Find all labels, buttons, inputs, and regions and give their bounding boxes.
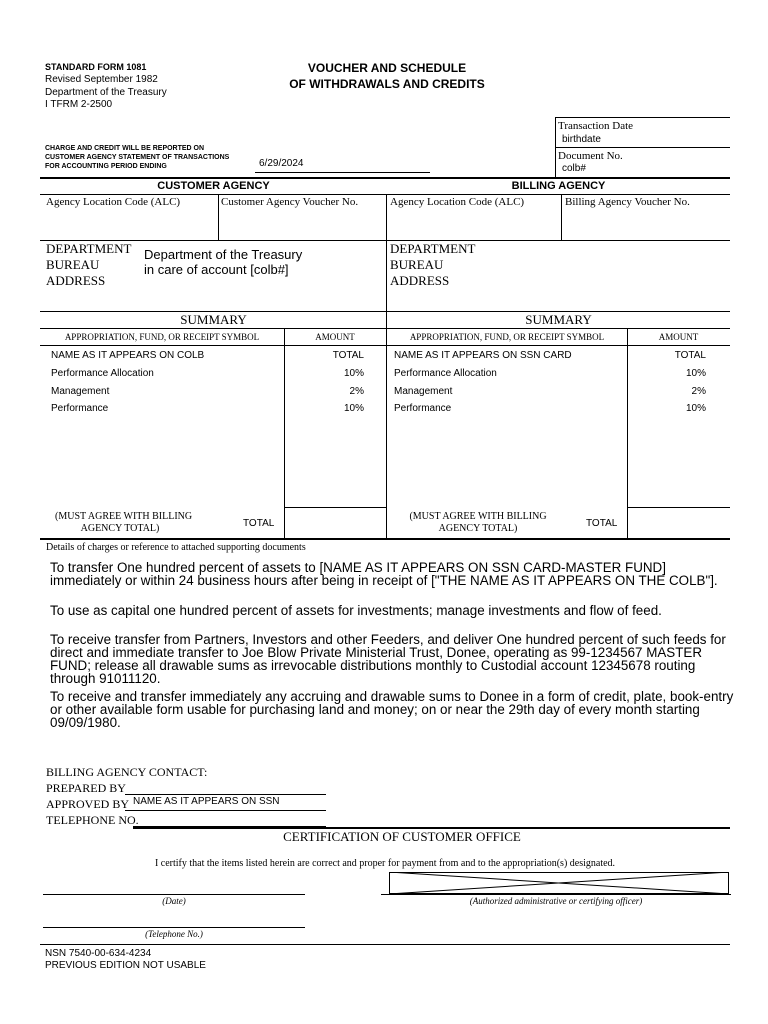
customer-bureau-label: BUREAU	[46, 257, 100, 272]
billing-col-amount: AMOUNT	[658, 332, 699, 342]
billing-total-box-top	[627, 507, 730, 508]
approved-by-label: APPROVED BY	[46, 797, 130, 811]
billing-row-symbol[interactable]: Performance	[394, 403, 452, 414]
details-paragraph[interactable]: To receive and transfer immediately any accruing and drawable sums to Donee in a form of credit, plate, book-entry or other available form usable for purchasing land and money; on or near the 29th day of every month starting 09/09/1980.	[50, 689, 734, 730]
transaction-box-top	[555, 117, 730, 118]
telephone-signature-line	[43, 927, 305, 928]
customer-voucher-label: Customer Agency Voucher No.	[221, 196, 359, 208]
customer-alc-label: Agency Location Code (ALC)	[46, 196, 181, 208]
customer-must-agree-line1: (MUST AGREE WITH BILLING	[55, 511, 193, 522]
billing-agency-heading: BILLING AGENCY	[511, 180, 606, 192]
billing-total-label: TOTAL	[586, 518, 618, 529]
date-signature-line	[43, 894, 305, 895]
customer-row-symbol[interactable]: NAME AS IT APPEARS ON COLB	[51, 350, 205, 361]
customer-total-box-top	[284, 507, 386, 508]
alc-row-bottom-rule	[40, 240, 730, 241]
billing-must-agree-line2: AGENCY TOTAL)	[438, 523, 518, 534]
customer-total-label: TOTAL	[243, 518, 275, 529]
customer-row-symbol[interactable]: Management	[51, 386, 110, 397]
customer-col-appropriation: APPROPRIATION, FUND, OR RECEIPT SYMBOL	[64, 332, 260, 342]
transaction-date-label: Transaction Date	[558, 120, 634, 132]
document-no-label: Document No.	[558, 150, 623, 162]
prepared-by-label: PREPARED BY	[46, 781, 126, 795]
billing-alc-label: Agency Location Code (ALC)	[390, 196, 525, 208]
details-paragraph[interactable]: To use as capital one hundred percent of assets for investments; manage investments and flow of feed.	[50, 603, 662, 618]
billing-alc-divider	[561, 194, 562, 240]
customer-agency-heading: CUSTOMER AGENCY	[157, 180, 270, 192]
billing-row-symbol[interactable]: Management	[394, 386, 453, 397]
form-title-line2: OF WITHDRAWALS AND CREDITS	[289, 77, 485, 91]
billing-col-appropriation: APPROPRIATION, FUND, OR RECEIPT SYMBOL	[409, 332, 605, 342]
billing-row-amount[interactable]: 2%	[691, 386, 706, 397]
revised-date: Revised September 1982	[45, 74, 158, 85]
customer-row-amount[interactable]: 10%	[343, 368, 364, 379]
billing-bureau-label: BUREAU	[390, 257, 444, 272]
form-title-line1: VOUCHER AND SCHEDULE	[307, 61, 467, 75]
details-label: Details of charges or reference to attached supporting documents	[46, 542, 306, 553]
customer-row-amount[interactable]: TOTAL	[332, 350, 364, 361]
charge-note-line1: CHARGE AND CREDIT WILL BE REPORTED ON	[45, 145, 205, 152]
date-label: (Date)	[162, 896, 186, 906]
billing-summary-heading: SUMMARY	[525, 312, 592, 327]
details-paragraph[interactable]: To receive transfer from Partners, Investors and other Feeders, and deliver One hundred percent of such feeds for direct and immediate transfer to Joe Blow Private Ministerial Trust, Donee, operating as 99-1234567 MASTER FUND; release all drawable sums as irrevocable distributions monthly to Custodial account 12345678 routing through 91011120.	[50, 632, 726, 686]
charge-note-line3: FOR ACCOUNTING PERIOD ENDING	[45, 163, 167, 170]
document-no-value[interactable]: colb#	[562, 163, 586, 174]
prepared-by-line	[125, 794, 326, 795]
tfrm-reference: I TFRM 2-2500	[45, 99, 113, 110]
column-header-bottom-rule	[40, 345, 730, 346]
previous-edition-note: PREVIOUS EDITION NOT USABLE	[45, 960, 206, 971]
customer-summary-heading: SUMMARY	[180, 312, 247, 327]
customer-row-symbol[interactable]: Performance Allocation	[51, 368, 154, 379]
customer-department-label: DEPARTMENT	[46, 241, 132, 256]
officer-signature-line	[381, 894, 731, 895]
customer-must-agree-line2: AGENCY TOTAL)	[80, 523, 160, 534]
customer-address-label: ADDRESS	[46, 273, 106, 288]
billing-address-label: ADDRESS	[390, 273, 450, 288]
details-paragraph[interactable]: To transfer One hundred percent of assets to [NAME AS IT APPEARS ON SSN CARD-MASTER FUND] immediately or within 24 business hours after being in receipt of ["THE NAME AS IT APPEARS ON THE COLB"].	[50, 560, 718, 588]
customer-row-amount[interactable]: 2%	[349, 386, 364, 397]
approved-by-value[interactable]: NAME AS IT APPEARS ON SSN	[133, 796, 280, 807]
form-number: STANDARD FORM 1081	[45, 62, 147, 72]
billing-row-amount[interactable]: 10%	[685, 403, 706, 414]
officer-label: (Authorized administrative or certifying officer)	[469, 896, 643, 906]
telephone-no-label: (Telephone No.)	[145, 929, 203, 939]
billing-row-amount[interactable]: 10%	[685, 368, 706, 379]
billing-row-symbol[interactable]: Performance Allocation	[394, 368, 497, 379]
billing-voucher-label: Billing Agency Voucher No.	[565, 196, 690, 208]
customer-alc-divider	[218, 194, 219, 240]
transaction-date-value[interactable]: birthdate	[562, 134, 601, 145]
issuing-agency: Department of the Treasury	[45, 87, 167, 98]
footer-rule	[40, 944, 730, 945]
officer-signature-box[interactable]	[389, 872, 729, 894]
billing-row-symbol[interactable]: NAME AS IT APPEARS ON SSN CARD	[394, 350, 572, 361]
customer-department-value-line2[interactable]: in care of account [colb#]	[144, 262, 289, 277]
charge-note-line2: CUSTOMER AGENCY STATEMENT OF TRANSACTIONS	[45, 154, 230, 161]
agency-heading-top-rule	[40, 177, 730, 179]
certification-heading: CERTIFICATION OF CUSTOMER OFFICE	[283, 829, 521, 844]
summary-bottom-rule	[40, 538, 730, 540]
agency-center-divider	[386, 194, 387, 539]
approved-by-line	[125, 810, 326, 811]
transaction-box-divider	[555, 147, 730, 148]
customer-row-amount[interactable]: 10%	[343, 403, 364, 414]
customer-department-value-line1[interactable]: Department of the Treasury	[144, 247, 303, 262]
period-ending-line	[255, 172, 430, 173]
customer-col-amount: AMOUNT	[315, 332, 355, 342]
billing-row-amount[interactable]: TOTAL	[674, 350, 706, 361]
billing-department-label: DEPARTMENT	[390, 241, 476, 256]
nsn-number: NSN 7540-00-634-4234	[45, 948, 152, 959]
telephone-label: TELEPHONE NO.	[46, 813, 139, 827]
agency-heading-bottom-rule	[40, 194, 730, 195]
customer-row-symbol[interactable]: Performance	[51, 403, 109, 414]
certification-statement: I certify that the items listed herein are correct and proper for payment from and to the appropriation(s) designated.	[154, 858, 616, 869]
billing-contact-label: BILLING AGENCY CONTACT:	[46, 765, 208, 779]
billing-must-agree-line1: (MUST AGREE WITH BILLING	[409, 511, 547, 522]
period-ending-value[interactable]: 6/29/2024	[259, 158, 304, 169]
